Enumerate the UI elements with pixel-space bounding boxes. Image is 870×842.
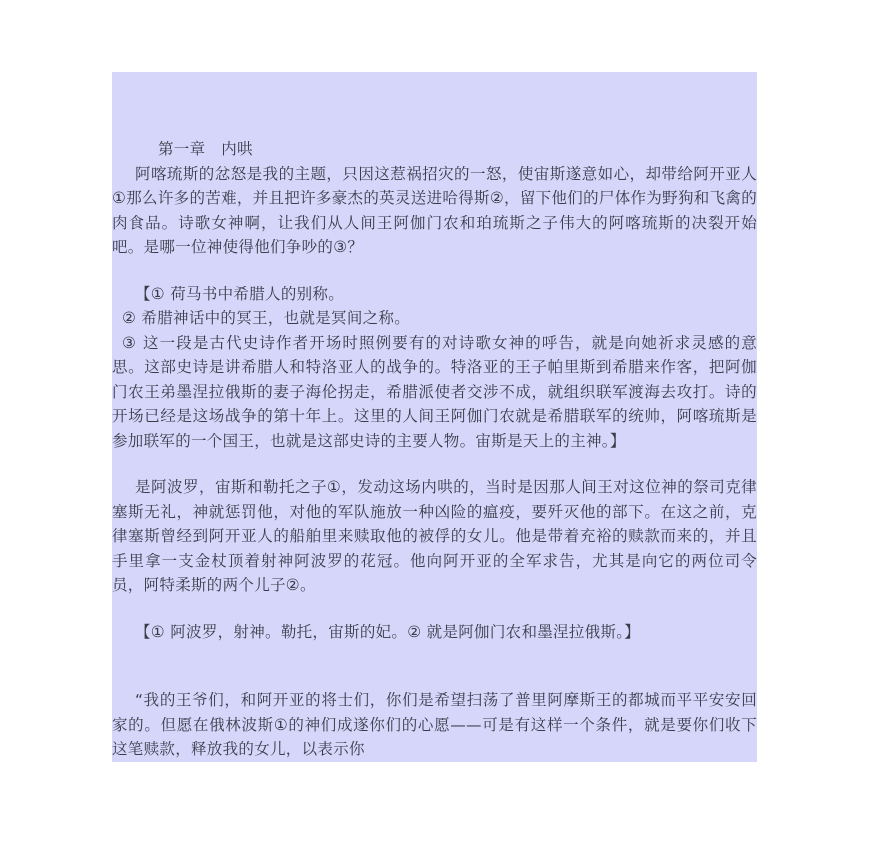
footnote-4: 【① 阿波罗，射神。勒托，宙斯的妃。② 就是阿伽门农和墨涅拉俄斯。】: [135, 622, 641, 641]
paragraph-1: 阿喀琉斯的忿怒是我的主题，只因这惹祸招灾的一怒，使宙斯遂意如心，却带给阿开亚人①那么许多的苦难，并且把许多豪杰的英灵送进哈得斯②，留下他们的尸体作为野狗和飞禽的肉食品。诗歌女神啊，让我们从人间王阿伽门农和珀琉斯之子伟大的阿喀琉斯的决裂开始吧。是哪一位神使得他们争吵的③？: [112, 164, 757, 256]
paragraph-2: 是阿波罗，宙斯和勒托之子①，发动这场内哄的，当时是因那人间王对这位神的祭司克律塞斯无礼，神就惩罚他，对他的军队施放一种凶险的瘟疫，要歼灭他的部下。在这之前，克律塞斯曾经到阿开亚人的船舶里来赎取他的被俘的女儿。他是带着充裕的赎款而来的，并且手里拿一支金杖顶着射神阿波罗的花冠。他向阿开亚的全军求告，尤其是向它的两位司令员，阿特柔斯的两个儿子②。: [112, 478, 757, 594]
footnote-1: 【① 荷马书中希腊人的别称。: [135, 284, 345, 303]
footnote-3: ③ 这一段是古代史诗作者开场时照例要有的对诗歌女神的呼告，就是向她祈求灵感的意思。这部史诗是讲希腊人和特洛亚人的战争的。特洛亚的王子帕里斯到希腊来作客，把阿伽门农王弟墨涅拉俄斯的妻子海伦拐走，希腊派使者交涉不成，就组织联军渡海去攻打。诗的开场已经是这场战争的第十年上。这里的人间王阿伽门农就是希腊联军的统帅，阿喀琉斯是参加联军的一个国王，也就是这部史诗的主要人物。宙斯是天上的主神。】: [112, 333, 757, 450]
chapter-title: 第一章 内哄: [158, 140, 253, 158]
paragraph-3: “我的王爷们，和阿开亚的将士们，你们是希望扫荡了普里阿摩斯王的都城而平平安安回家的。但愿在俄林波斯①的神们成遂你们的心愿——可是有这样一个条件，就是要你们收下这笔赎款，释放我的女儿，以表示你: [112, 691, 757, 758]
footnote-2: ② 希腊神话中的冥王，也就是冥间之称。: [122, 309, 411, 327]
document-page: [112, 72, 757, 762]
